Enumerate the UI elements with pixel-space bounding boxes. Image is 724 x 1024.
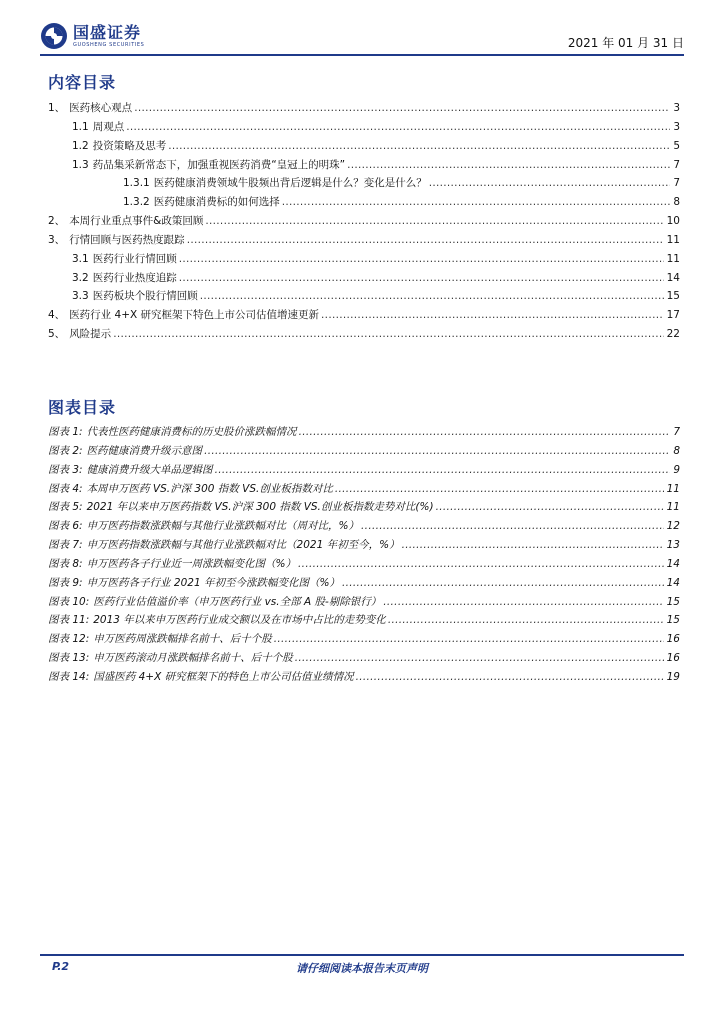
figure-entry[interactable] xyxy=(48,575,680,594)
toc-entry[interactable] xyxy=(48,251,680,270)
entry-page: 3 xyxy=(673,102,680,114)
figure-entry[interactable] xyxy=(48,537,680,556)
figure-entry[interactable] xyxy=(48,499,680,518)
entry-title: 医药核心观点 xyxy=(69,102,133,114)
figure-entry[interactable] xyxy=(48,424,680,443)
figures-list xyxy=(48,424,680,688)
entry-number: 图表 3: xyxy=(48,463,83,476)
logo-name: 国盛证券 xyxy=(73,22,142,42)
entry-number: 图表 7: xyxy=(48,539,83,552)
dot-leader xyxy=(134,102,670,114)
entry-title: 医药行业热度追踪 xyxy=(92,271,177,284)
dot-leader xyxy=(298,558,664,570)
dot-leader xyxy=(335,483,664,495)
entry-page: 7 xyxy=(673,177,680,190)
header-divider xyxy=(40,54,684,56)
entry-page: 11 xyxy=(666,501,680,514)
entry-page: 14 xyxy=(666,557,680,570)
dot-leader xyxy=(179,272,664,284)
entry-number: 2、 xyxy=(48,215,66,228)
entry-title: 行情回顾与医药热度跟踪 xyxy=(69,233,185,246)
entry-number: 图表 6: xyxy=(48,520,83,533)
entry-page: 11 xyxy=(666,233,680,246)
entry-title: 医药行业行情回顾 xyxy=(92,252,177,265)
entry-number: 图表 13: xyxy=(48,652,90,665)
entry-number: 图表 5: xyxy=(48,501,83,514)
entry-number: 3.2 xyxy=(72,271,89,284)
dot-leader xyxy=(388,614,664,626)
entry-page: 8 xyxy=(673,444,680,457)
toc-entry[interactable] xyxy=(48,194,680,213)
entry-page: 10 xyxy=(666,215,680,228)
entry-title: 医药行业估值溢价率（申万医药行业 vs.全部 A 股-剔除银行） xyxy=(93,595,382,608)
entry-title: 申万医药各子行业 2021 年初至今涨跌幅变化图（%） xyxy=(86,576,340,589)
entry-title: 本周行业重点事件&政策回顾 xyxy=(69,215,204,228)
toc-entry[interactable] xyxy=(48,326,680,345)
toc-entry[interactable] xyxy=(48,288,680,307)
toc-entry[interactable] xyxy=(48,232,680,251)
toc-entry[interactable] xyxy=(48,213,680,232)
entry-number: 图表 9: xyxy=(48,576,83,589)
dot-leader xyxy=(200,290,664,302)
entry-title: 申万医药周涨跌幅排名前十、后十个股 xyxy=(93,633,272,646)
entry-title: 2021 年以来申万医药指数 VS.沪深 300 指数 VS.创业板指数走势对比(%) xyxy=(86,501,434,514)
logo-subtitle: GUOSHENG SECURITIES xyxy=(73,41,145,48)
entry-number: 4、 xyxy=(48,309,66,322)
entry-title: 国盛医药 4+X 研究框架下的特色上市公司估值业绩情况 xyxy=(93,670,354,683)
figure-entry[interactable] xyxy=(48,518,680,537)
entry-number: 图表 1: xyxy=(48,426,83,438)
dot-leader xyxy=(429,177,671,189)
figure-entry[interactable] xyxy=(48,612,680,631)
dot-leader xyxy=(215,464,671,476)
entry-number: 1.3.2 xyxy=(123,196,150,209)
page-header xyxy=(40,18,684,58)
entry-page: 9 xyxy=(673,463,680,476)
entry-title: 药品集采新常态下，加强重视医药消费“皇冠上的明珠” xyxy=(92,158,346,171)
entry-page: 11 xyxy=(666,252,680,265)
dot-leader xyxy=(321,309,664,321)
page-number: P.2 xyxy=(52,960,70,973)
dot-leader xyxy=(436,501,664,513)
footer-divider xyxy=(40,954,684,956)
entry-title: 申万医药指数涨跌幅与其他行业涨跌幅对比（2021 年初至今，%） xyxy=(86,539,400,552)
entry-number: 1.1 xyxy=(72,120,89,133)
entry-page: 5 xyxy=(673,139,680,152)
figure-entry[interactable] xyxy=(48,462,680,481)
entry-title: 风险提示 xyxy=(69,328,112,341)
toc-entry[interactable] xyxy=(48,157,680,176)
entry-title: 申万医药滚动月涨跌幅排名前十、后十个股 xyxy=(93,652,293,665)
entry-number: 图表 10: xyxy=(48,595,90,608)
figure-entry[interactable] xyxy=(48,443,680,462)
figures-title: 图表目录 xyxy=(48,398,117,417)
figure-entry[interactable] xyxy=(48,556,680,575)
entry-page: 15 xyxy=(666,595,680,608)
entry-number: 5、 xyxy=(48,328,66,341)
dot-leader xyxy=(402,539,664,551)
entry-title: 医药健康消费标的如何选择 xyxy=(153,196,280,209)
dot-leader xyxy=(347,159,670,171)
dot-leader xyxy=(274,633,664,645)
entry-page: 22 xyxy=(666,328,680,341)
dot-leader xyxy=(282,196,671,208)
dot-leader xyxy=(168,140,670,152)
toc-entry[interactable] xyxy=(48,100,680,119)
entry-page: 15 xyxy=(666,614,680,627)
dot-leader xyxy=(204,445,670,457)
entry-title: 医药健康消费领域牛股频出背后逻辑是什么？变化是什么？ xyxy=(153,177,427,190)
entry-page: 15 xyxy=(666,290,680,303)
entry-number: 1、 xyxy=(48,102,66,114)
toc-entry[interactable] xyxy=(48,138,680,157)
entry-page: 16 xyxy=(666,633,680,646)
toc-entry[interactable] xyxy=(48,307,680,326)
entry-page: 14 xyxy=(666,576,680,589)
contents-title: 内容目录 xyxy=(48,73,117,92)
figure-entry[interactable] xyxy=(48,650,680,669)
entry-number: 图表 8: xyxy=(48,557,83,570)
entry-page: 8 xyxy=(673,196,680,209)
dot-leader xyxy=(126,121,670,133)
dot-leader xyxy=(299,426,671,438)
entry-title: 医药板块个股行情回顾 xyxy=(92,290,198,303)
disclaimer-note: 请仔细阅读本报告末页声明 xyxy=(296,962,428,975)
entry-title: 医药健康消费升级示意图 xyxy=(86,444,203,457)
contents-list xyxy=(48,100,680,345)
entry-title: 代表性医药健康消费标的历史股价涨跌幅情况 xyxy=(86,426,297,438)
toc-entry[interactable] xyxy=(48,270,680,289)
dot-leader xyxy=(179,253,664,265)
entry-page: 13 xyxy=(666,539,680,552)
entry-number: 1.3.1 xyxy=(123,177,150,190)
entry-number: 3.3 xyxy=(72,290,89,303)
entry-title: 申万医药指数涨跌幅与其他行业涨跌幅对比（周对比，%） xyxy=(86,520,360,533)
entry-page: 19 xyxy=(666,670,680,683)
entry-number: 图表 12: xyxy=(48,633,90,646)
entry-page: 3 xyxy=(673,120,680,133)
entry-number: 1.3 xyxy=(72,158,89,171)
entry-page: 14 xyxy=(666,271,680,284)
entry-page: 16 xyxy=(666,652,680,665)
entry-page: 12 xyxy=(666,520,680,533)
entry-page: 7 xyxy=(673,426,680,438)
entry-number: 3、 xyxy=(48,233,66,246)
dot-leader xyxy=(361,520,664,532)
entry-number: 图表 11: xyxy=(48,614,90,627)
entry-number: 3.1 xyxy=(72,252,89,265)
entry-title: 申万医药各子行业近一周涨跌幅变化图（%） xyxy=(86,557,297,570)
entry-title: 医药行业 4+X 研究框架下特色上市公司估值增速更新 xyxy=(69,309,320,322)
figure-entry[interactable] xyxy=(48,481,680,500)
entry-number: 1.2 xyxy=(72,139,89,152)
entry-title: 投资策略及思考 xyxy=(92,139,167,152)
report-date: 2021 年 01 月 31 日 xyxy=(567,36,684,50)
entry-number: 图表 2: xyxy=(48,444,83,457)
dot-leader xyxy=(383,596,663,608)
dot-leader xyxy=(187,234,664,246)
entry-page: 11 xyxy=(666,482,680,495)
company-logo xyxy=(40,22,144,50)
figure-entry[interactable] xyxy=(48,594,680,613)
logo-mark-icon xyxy=(40,22,68,50)
entry-title: 2013 年以来申万医药行业成交额以及在市场中占比的走势变化 xyxy=(93,614,386,627)
entry-title: 健康消费升级大单品逻辑图 xyxy=(86,463,213,476)
entry-page: 17 xyxy=(666,309,680,322)
entry-number: 图表 4: xyxy=(48,482,83,495)
dot-leader xyxy=(356,671,664,683)
entry-title: 周观点 xyxy=(92,120,125,133)
dot-leader xyxy=(113,328,663,340)
entry-number: 图表 14: xyxy=(48,670,90,683)
toc-entry[interactable] xyxy=(48,175,680,194)
toc-entry[interactable] xyxy=(48,119,680,138)
dot-leader xyxy=(342,577,664,589)
figure-entry[interactable] xyxy=(48,669,680,688)
figure-entry[interactable] xyxy=(48,631,680,650)
dot-leader xyxy=(295,652,664,664)
entry-page: 7 xyxy=(673,158,680,171)
entry-title: 本周申万医药 VS.沪深 300 指数 VS.创业板指数对比 xyxy=(86,482,333,495)
dot-leader xyxy=(205,215,663,227)
